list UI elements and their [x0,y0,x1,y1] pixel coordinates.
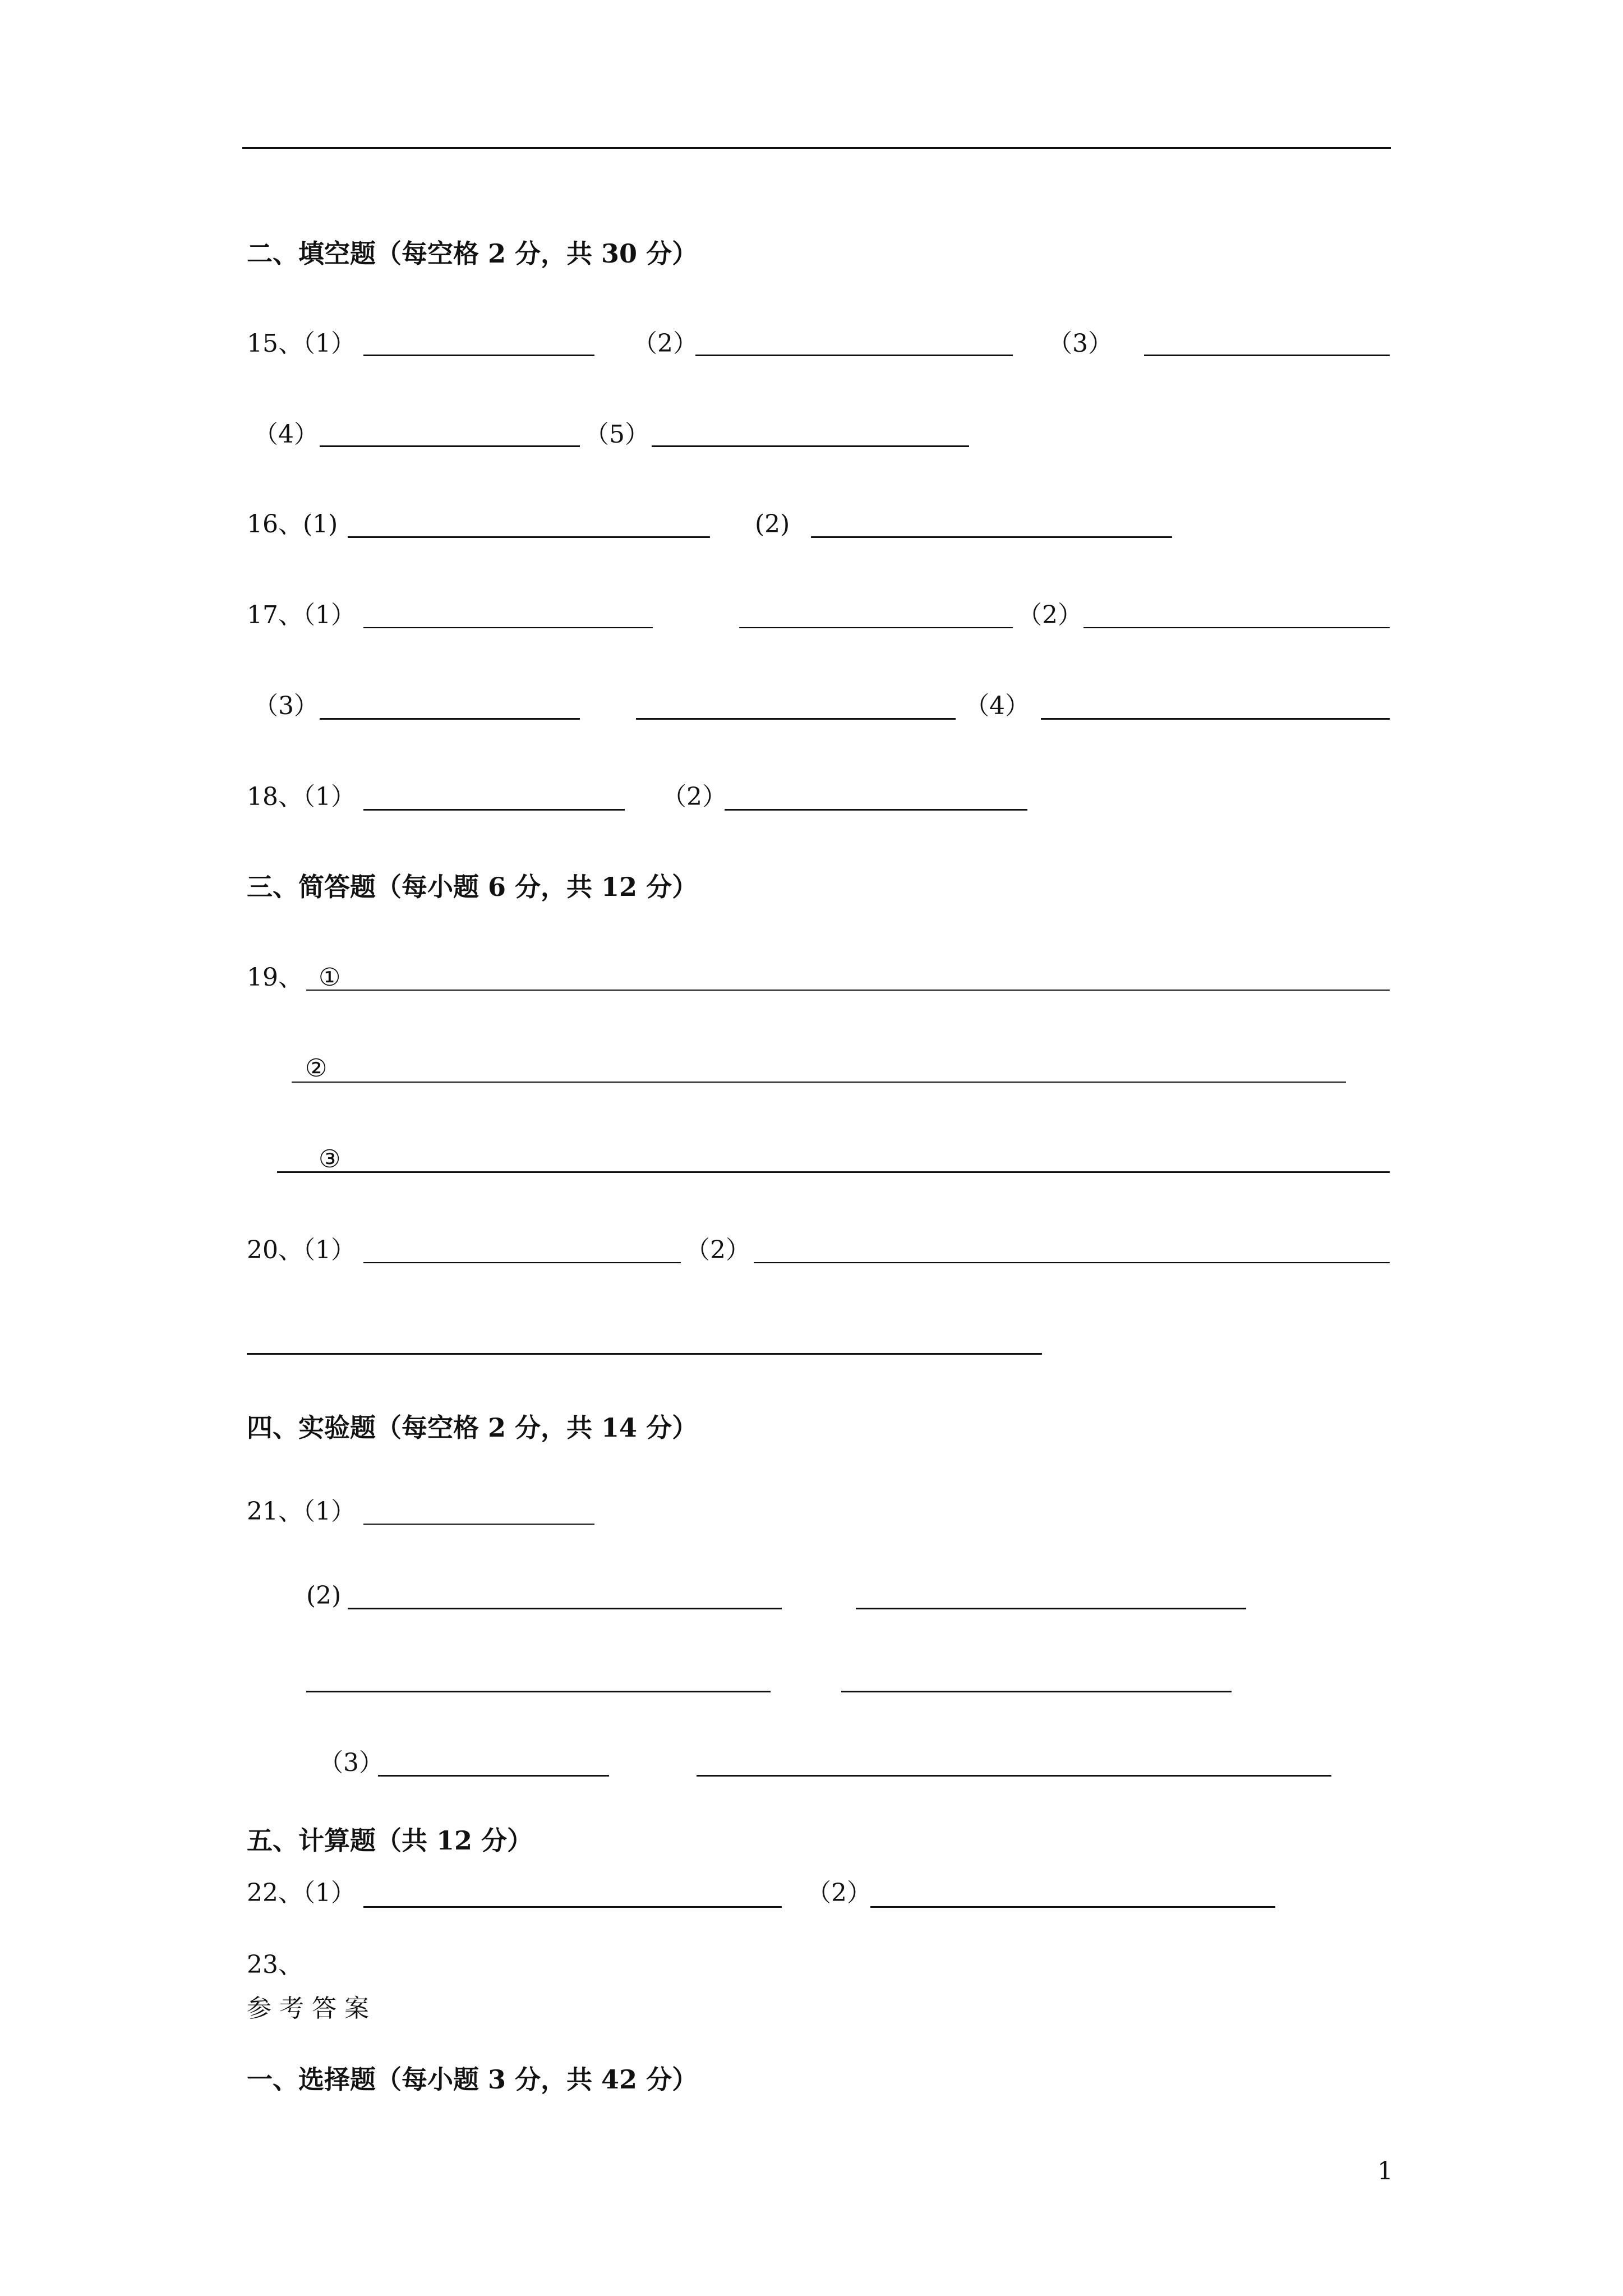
answer-blank-17-2[interactable] [1083,627,1390,628]
answer-blank-17-3a[interactable] [320,718,580,720]
page-number: 1 [1377,2157,1393,2185]
question-label-21-2: (2) [306,1581,342,1610]
answer-line-19-3[interactable] [277,1171,1390,1173]
question-label-18-2: （2） [662,783,727,811]
question-label-17-4: （4） [965,692,1030,720]
answer-blank-16-2[interactable] [811,536,1172,538]
section-header-experiment: 四、实验题（每空格 2 分，共 14 分） [247,1412,698,1443]
answer-blank-15-1[interactable] [363,355,594,356]
question-label-19-3: ③ [319,1145,341,1174]
answer-blank-15-3[interactable] [1144,355,1390,356]
section-header-calculation: 五、计算题（共 12 分） [247,1825,533,1856]
question-label-22-2: （2） [806,1879,872,1907]
section-header-choice: 一、选择题（每小题 3 分，共 42 分） [247,2064,698,2095]
question-label-15-2: （2） [633,329,698,358]
section-header-short-answer: 三、简答题（每小题 6 分，共 12 分） [247,872,698,902]
question-label-16-2: (2) [755,510,790,539]
answer-blank-21-1[interactable] [363,1524,594,1525]
answer-blank-18-2[interactable] [725,809,1027,811]
question-label-19-2: ② [305,1054,328,1083]
question-label-19-1: ① [319,963,341,992]
answer-blank-21-2d[interactable] [841,1691,1232,1692]
answer-blank-16-1[interactable] [348,536,710,538]
answer-blank-20-1[interactable] [363,1262,681,1263]
answer-blank-20-2[interactable] [754,1262,1390,1263]
answer-blank-17-3b[interactable] [636,718,956,720]
question-label-20-2: （2） [685,1236,750,1264]
question-label-22-1: 22、（1） [247,1879,356,1907]
answer-blank-15-5[interactable] [652,445,969,447]
answer-blank-21-2b[interactable] [856,1608,1246,1609]
answer-blank-15-2[interactable] [695,355,1013,356]
answer-blank-17-1a[interactable] [363,627,653,628]
answer-blank-22-1[interactable] [363,1906,782,1908]
question-label-16-1: 16、(1) [247,510,338,539]
answer-line-19-1[interactable] [306,990,1390,991]
question-label-18-1: 18、（1） [247,783,356,811]
answer-blank-21-3b[interactable] [697,1775,1331,1777]
question-label-17-2: （2） [1017,601,1082,629]
question-label-17-3: （3） [253,692,319,720]
question-label-21-1: 21、（1） [247,1497,356,1526]
answer-blank-21-3a[interactable] [378,1775,609,1777]
answer-line-20-2-cont[interactable] [247,1353,1042,1355]
question-label-15-4: （4） [253,420,319,449]
answer-blank-15-4[interactable] [320,445,580,447]
question-label-15-5: （5） [584,420,649,449]
question-label-19: 19、 [247,963,303,992]
question-label-23: 23、 [247,1950,303,1979]
question-label-17-1: 17、（1） [247,601,356,629]
question-label-15-3: （3） [1048,329,1113,358]
section-header-fill-blank: 二、填空题（每空格 2 分，共 30 分） [247,238,698,269]
header-rule [242,147,1391,149]
answer-blank-17-1b[interactable] [739,627,1013,628]
question-label-15-1: 15、（1） [247,329,356,358]
answer-blank-17-4[interactable] [1041,718,1390,720]
answer-blank-21-2a[interactable] [348,1608,782,1609]
answer-line-19-2[interactable] [292,1082,1346,1083]
question-label-20-1: 20、（1） [247,1236,356,1264]
answer-blank-21-2c[interactable] [306,1691,771,1692]
answer-blank-18-1[interactable] [363,809,625,811]
answer-key-title: 参 考 答 案 [247,1994,369,2023]
answer-blank-22-2[interactable] [870,1906,1275,1908]
question-label-21-3: （3） [319,1749,384,1777]
